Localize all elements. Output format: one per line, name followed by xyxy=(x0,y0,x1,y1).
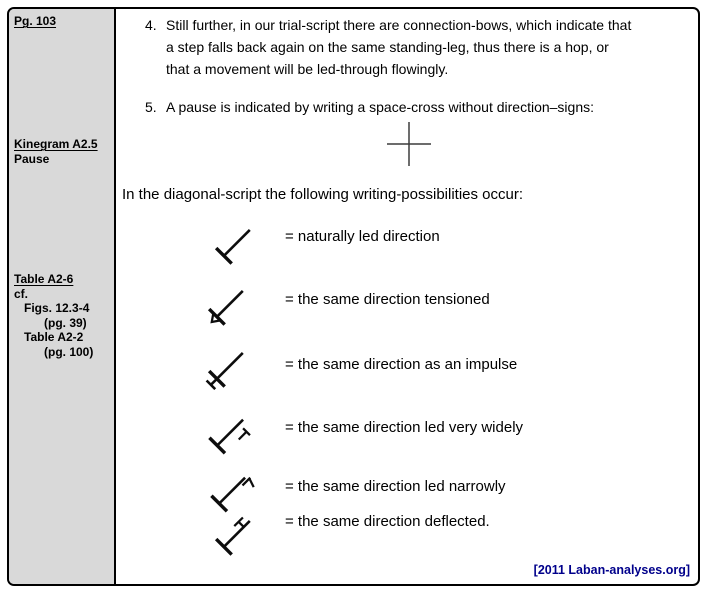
sidebar-note-references xyxy=(14,272,112,359)
kinegram-led-narrowly-icon xyxy=(208,463,258,513)
cf-label: cf. xyxy=(14,286,29,301)
kinegram-label: = naturally led direction xyxy=(285,228,440,245)
copyright-label: [2011 Laban-analyses.org] xyxy=(533,563,690,577)
sidebar-note-kinegram xyxy=(14,137,112,166)
item-text xyxy=(166,96,696,118)
item-text xyxy=(166,14,696,80)
kinegram-led-very-widely-icon xyxy=(206,405,256,455)
kinegram-subtitle: Pause xyxy=(14,151,50,166)
text-line: Still further, in our trial-script there are connection-bows, which indicate that xyxy=(166,17,632,33)
kinegram-deflected-icon xyxy=(211,508,261,558)
main-content xyxy=(116,9,698,584)
margin-sidebar xyxy=(9,9,116,584)
sidebar-note-page-ref xyxy=(14,14,112,29)
intro-line: In the diagonal-script the following writing-possibilities occur: xyxy=(122,186,524,203)
kinegram-label: = the same direction deflected. xyxy=(285,513,490,530)
table-ref-title: Table A2-6 xyxy=(14,272,74,286)
item-number: 5. xyxy=(145,99,157,115)
list-item-5 xyxy=(116,96,696,118)
kinegram-impulse-icon xyxy=(204,340,254,390)
kinegram-label: = the same direction led very widely xyxy=(285,419,524,436)
list-item-4 xyxy=(116,14,696,80)
text-line: a step falls back again on the same standing-leg, thus there is a hop, or xyxy=(166,39,609,55)
kinegram-label: = the same direction as an impulse xyxy=(285,356,518,373)
kinegram-label: = the same direction tensioned xyxy=(285,291,490,308)
ref-line: (pg. 39) xyxy=(44,315,87,330)
kinegram-label: = the same direction led narrowly xyxy=(285,478,506,495)
kinegram-naturally-led-icon xyxy=(211,217,261,267)
space-cross-icon xyxy=(386,121,432,167)
item-number: 4. xyxy=(145,17,157,33)
ref-line: Figs. 12.3-4 xyxy=(24,301,90,315)
ref-line: Table A2-2 xyxy=(24,330,84,344)
page-frame xyxy=(7,7,700,586)
text-line: A pause is indicated by writing a space-cross without direction–signs: xyxy=(166,99,594,115)
kinegram-tensioned-icon xyxy=(204,278,254,328)
text-line: that a movement will be led-through flowingly. xyxy=(166,61,449,77)
kinegram-title: Kinegram A2.5 xyxy=(14,137,98,151)
page-ref-label: Pg. 103 xyxy=(14,14,57,28)
ref-line: (pg. 100) xyxy=(44,344,94,359)
